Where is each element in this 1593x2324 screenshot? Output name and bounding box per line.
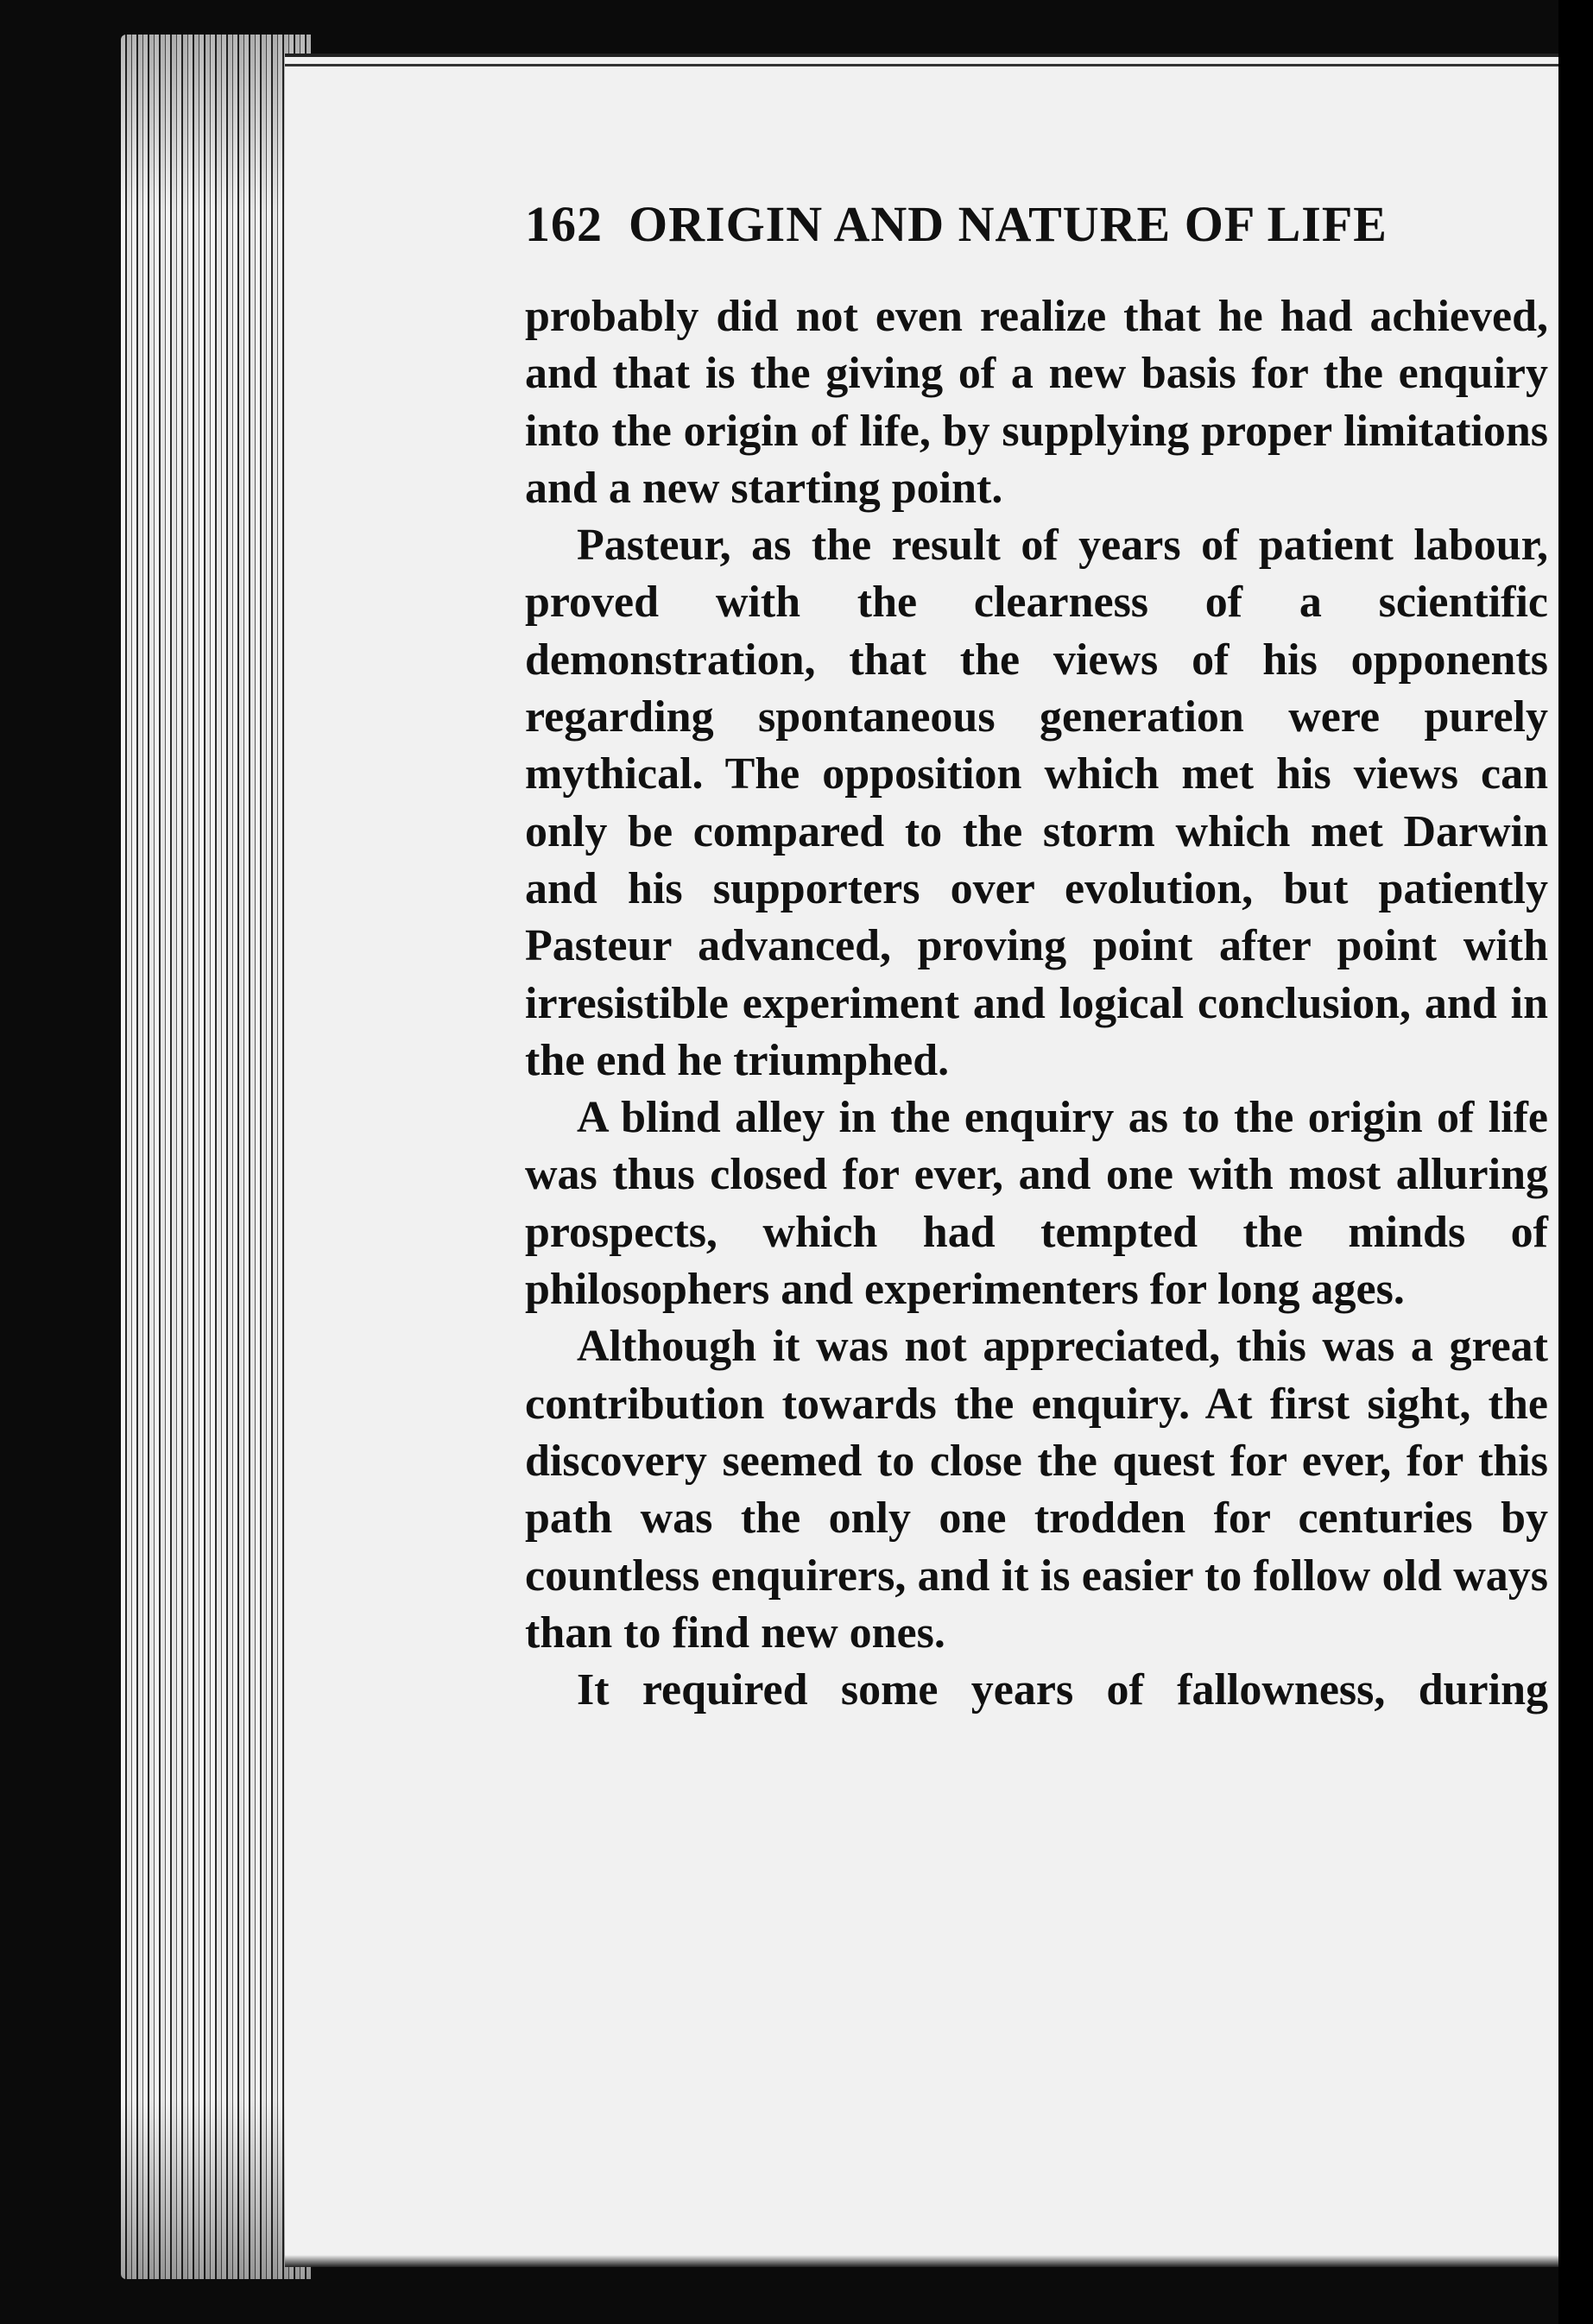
book-page-edges (121, 35, 311, 2279)
running-title: ORIGIN AND NATURE OF LIFE (629, 196, 1388, 252)
page-number: 162 (525, 196, 603, 252)
paragraph-blind-alley: A blind alley in the enquiry as to the origin of life was thus closed for ever, and one with most alluring prospects, which had tempted the minds of philosophers and experimenters for long ages. (525, 1093, 1548, 1315)
paragraph-fallowness: It required some years of fallowness, during (577, 1665, 1548, 1715)
running-header (525, 195, 1593, 253)
paragraph-continuation: probably did not even realize that he had achieved, and that is the giving of a new basis for the enquiry into the origin of life, by supplying proper limitations and a new starting point. (525, 292, 1548, 513)
scan-right-border (1558, 0, 1593, 2324)
paragraph-pasteur: Pasteur, as the result of years of patient labour, proved with the clearness of a scientific demonstration, that the views of his opponents regarding spontaneous generation were purely mythical. The opposition which met his views can only be compared to the storm which met Darwin and his supporters over evolution, but patiently Pasteur advanced, proving point after point with irresistible experiment and logical conclusion, and in the end he triumphed. (525, 521, 1548, 1085)
body-text (525, 288, 1548, 1719)
book-page (285, 54, 1558, 2267)
paragraph-contribution: Although it was not appreciated, this was a great contribution towards the enquiry. At first sight, the discovery seemed to close the quest for ever, for this path was the only one trodden for centuries by countless enquirers, and it is easier to follow old ways than to find new ones. (525, 1322, 1548, 1658)
